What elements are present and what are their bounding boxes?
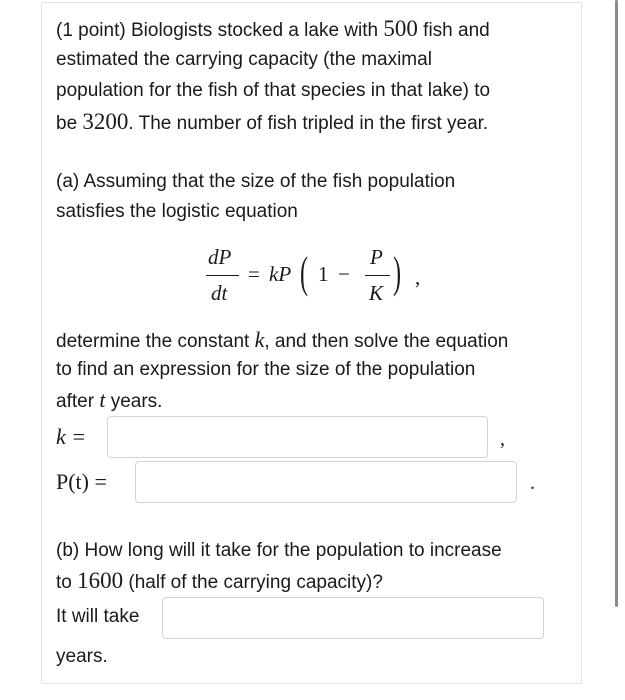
eq-right-paren: ): [393, 248, 402, 297]
eq-lhs-numerator: dP: [208, 245, 232, 269]
it-will-take-label: It will take: [56, 606, 140, 627]
scrollbar[interactable]: [615, 0, 618, 607]
k-input[interactable]: [107, 416, 488, 458]
part-a-line-5: after t years.: [56, 387, 163, 412]
time-answer-input[interactable]: [162, 597, 544, 639]
part-b-line-1: (b) How long will it take for the population to increase: [56, 540, 502, 561]
var-k: k: [254, 327, 265, 352]
p-trailing-period: .: [530, 472, 535, 494]
eq-frac-denominator: K: [369, 281, 384, 305]
p-of-t-label: P(t) =: [56, 469, 107, 494]
k-trailing-comma: ,: [500, 428, 505, 450]
eq-frac-numerator: P: [370, 245, 383, 269]
half-capacity-value: 1600: [77, 568, 124, 593]
capacity-value: 3200: [82, 109, 129, 134]
eq-kp: kP: [269, 262, 292, 286]
intro-line-1: (1 point) Biologists stocked a lake with 500 fish and: [56, 16, 490, 41]
part-b-line-2: to 1600 (half of the carrying capacity)?: [56, 568, 383, 593]
intro-line-3: population for the fish of that species in that lake) to: [56, 80, 491, 101]
p-of-t-input[interactable]: [135, 461, 517, 503]
part-a-line-2: satisfies the logistic equation: [56, 201, 298, 222]
var-t: t: [99, 387, 106, 412]
eq-lhs-fraction-bar: [206, 275, 239, 276]
eq-trailing-comma: ,: [415, 265, 421, 289]
eq-one: 1: [318, 262, 329, 286]
eq-left-paren: (: [300, 248, 309, 297]
part-a-line-1: (a) Assuming that the size of the fish population: [56, 171, 456, 192]
logistic-equation: [203, 245, 433, 315]
eq-frac-bar: [365, 275, 390, 276]
eq-equals: =: [248, 262, 260, 286]
initial-fish-value: 500: [383, 16, 418, 41]
intro-line-2: estimated the carrying capacity (the maximal: [56, 49, 432, 70]
k-label: k =: [56, 424, 87, 449]
part-a-line-4: to find an expression for the size of the population: [56, 359, 476, 380]
years-label: years.: [56, 646, 108, 667]
eq-lhs-denominator: dt: [211, 281, 228, 305]
eq-minus: −: [338, 262, 350, 286]
part-a-line-3: determine the constant k, and then solve the equation: [56, 327, 509, 352]
intro-line-4: be 3200. The number of fish tripled in the first year.: [56, 109, 489, 134]
